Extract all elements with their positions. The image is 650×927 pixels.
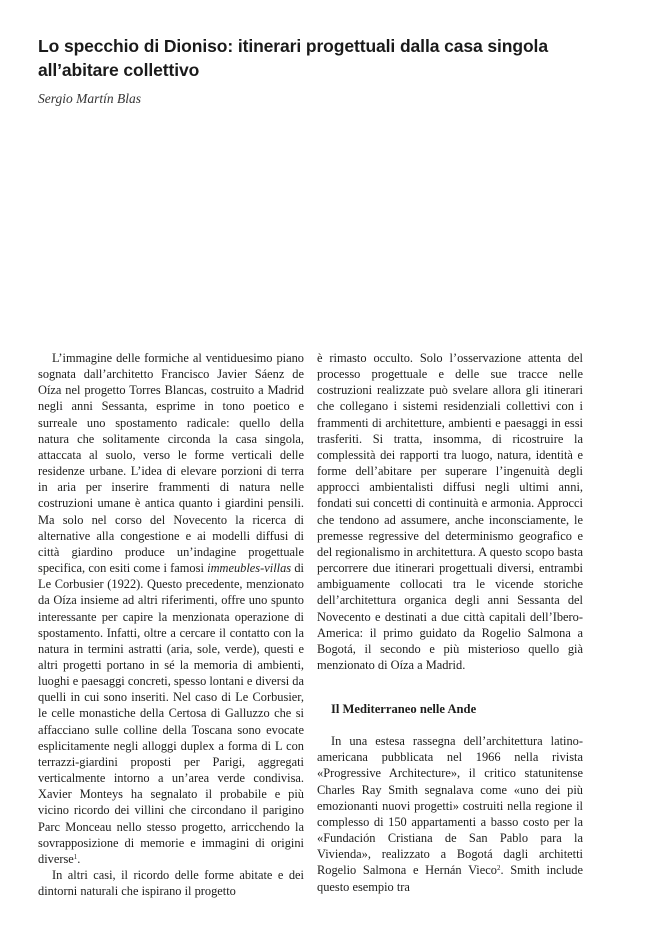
paragraph-end: . [77,851,81,866]
paragraph-text: L’immagine delle formiche al ventiduesimo piano sognata dall’architetto Francisco Javier Sáenz de Oíza nel progetto Torres Blancas, costruito a Madrid negli anni Sessanta, esprime in tono poetico e surreale uno spostamento radicale: quello della natura che solitamente circonda la casa singola, attaccata al suolo, verso le forme verticali delle residenze urbane. L’idea di elevare porzioni di terra in aria per inserire frammenti di natura nelle costruzioni umane è antica quanto i giardini pensili. Ma solo nel corso del Novecento la ricerca di alternative alla congestione e ai modelli diffusi di città giardino produce un’indagine progettuale specifica, con esiti come i famosi [38,351,304,576]
paragraph-text: In una estesa rassegna dell’architettura latino-americana pubblicata nel 1966 nella rivista «Progressive Architecture», il critico statunitense Charles Ray Smith segnalava come «uno dei più emozionanti nuovi progetti» costruiti nella regione il complesso di 150 appartamenti a basso costo per la «Fundación Cristiana de San Pablo para la Vivienda», realizzato a Bogotá dagli architetti Rogelio Salmona e Hernán Vieco [317,734,583,878]
section-heading: Il Mediterraneo nelle Ande [331,702,477,717]
body-paragraph [38,350,304,867]
left-column [38,350,304,899]
italic-term: immeubles-villas [207,561,292,576]
footnote-marker[interactable]: 2 [496,864,501,873]
body-paragraph [317,733,583,895]
author-name: Sergio Martín Blas [38,91,141,106]
paragraph-text: di Le Corbusier (1922). Questo precedente, menzionato da Oíza insieme ad altri riferimenti, offre uno spunto interessante per capire la menzionata operazione di spostamento. Infatti, oltre a cercare il contatto con la natura in termini astratti (aria, sole, verde), questi e altri progetti portano in sé la memoria di ambienti, luoghi e paesaggi concreti, spesso lontani e diversi da quelli in cui sono inseriti. Nel caso di Le Corbusier, le celle monastiche della Certosa di Galluzzo che si affacciano sulle colline della Toscana sono evocate esplicitamente negli alloggi duplex a forma di L con terrazzi-giardini proposti per Parigi, aggregati verticalmente intorno a un’area verde condivisa. Xavier Monteys ha segnalato il probabile e più vicino ricordo dei villini che circondano il parigino Parc Monceau nello stesso progetto, arricchendo la sovrapposizione di memorie e immagini di origini diverse [38,561,304,866]
paragraph-text: . Smith include questo esempio tra [317,863,583,894]
body-paragraph: è rimasto occulto. Solo l’osservazione attenta del processo progettuale e delle sue tracce nelle costruzioni realizzate può svelare allora gli itinerari che collegano i sistemi residenziali collettivi con i frammenti di architetture, ambienti e paesaggi in essi trasferiti. Si tratta, insomma, di ricostruire la complessità dei rapporti tra luogo, natura, identità e forme dell’abitare per superare l’ingenuità degli approcci ambientalisti diffusi negli ultimi anni, fondati sui concetti di continuità e armonia. Approcci che tendono ad assumere, anche inconsciamente, le premesse regressive del determinismo geografico e del regionalismo in architettura. A questo scopo basta percorrere due itinerari progettuali diversi, entrambi ambiguamente collocati tra le vicende storiche dell’architettura organica degli anni Sessanta del Novecento e destinati a due città capitali dell’Ibero-America: il primo guidato da Rogelio Salmona a Bogotá, il secondo e più misterioso quello già menzionato di Oíza a Madrid. [317,351,583,672]
footnote-marker[interactable]: 1 [73,852,78,861]
right-column [317,350,583,895]
body-paragraph: In altri casi, il ricordo delle forme abitate e dei dintorni naturali che ispirano il progetto [38,868,304,899]
article-title: Lo specchio di Dioniso: itinerari progettuali dalla casa singola all’abitare collettivo [38,36,548,80]
